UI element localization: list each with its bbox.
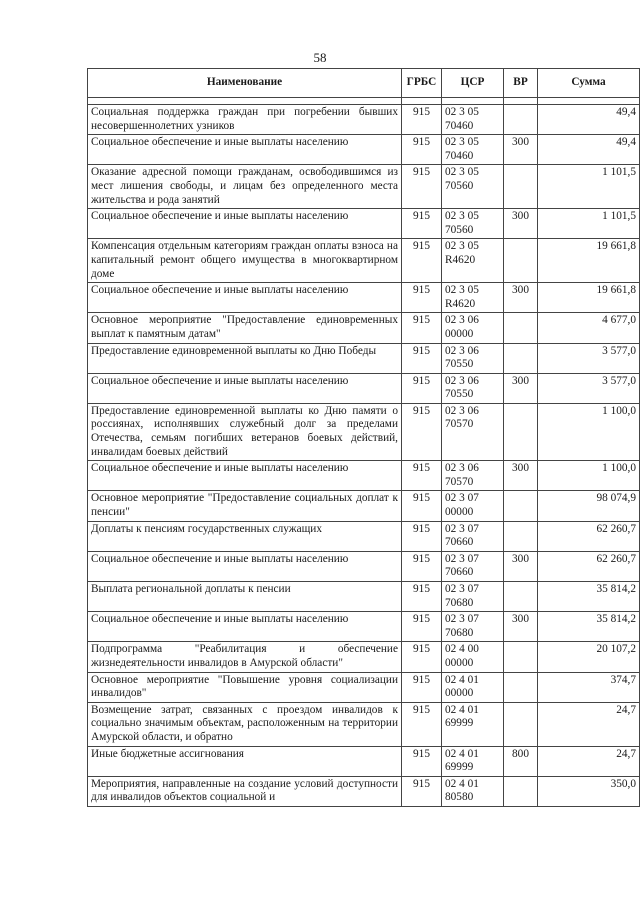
cell-name: Основное мероприятие "Предоставление единовременных выплат к памятным датам" bbox=[88, 313, 402, 343]
cell-sum: 35 814,2 bbox=[538, 612, 640, 642]
header-vr: ВР bbox=[504, 69, 538, 98]
cell-vr bbox=[504, 239, 538, 283]
cell-grbs: 915 bbox=[402, 746, 442, 776]
cell-grbs: 915 bbox=[402, 461, 442, 491]
cell-name: Доплаты к пенсиям государственных служащих bbox=[88, 521, 402, 551]
cell-name: Предоставление единовременной выплаты ко Дню памяти о россиянах, исполнявших служебный долг за пределами Отечества, семьям погибших ветеранов боевых действий, инвалидам боевых действий bbox=[88, 403, 402, 460]
header-name: Наименование bbox=[88, 69, 402, 98]
table-row bbox=[88, 746, 640, 776]
cell-name: Социальное обеспечение и иные выплаты населению bbox=[88, 461, 402, 491]
cell-grbs: 915 bbox=[402, 313, 442, 343]
table-row bbox=[88, 491, 640, 521]
table-row bbox=[88, 343, 640, 373]
cell-csr: 02 3 05 R4620 bbox=[442, 239, 504, 283]
cell-vr: 300 bbox=[504, 135, 538, 165]
cell-name: Социальное обеспечение и иные выплаты населению bbox=[88, 283, 402, 313]
table-row bbox=[88, 313, 640, 343]
table-row bbox=[88, 776, 640, 806]
header-csr: ЦСР bbox=[442, 69, 504, 98]
cell-vr: 300 bbox=[504, 461, 538, 491]
cell-name: Мероприятия, направленные на создание условий доступности для инвалидов объектов социальной и bbox=[88, 776, 402, 806]
spacer-cell bbox=[442, 98, 504, 105]
cell-name: Социальное обеспечение и иные выплаты населению bbox=[88, 551, 402, 581]
cell-csr: 02 4 01 00000 bbox=[442, 672, 504, 702]
cell-grbs: 915 bbox=[402, 283, 442, 313]
table-header-row bbox=[88, 69, 640, 98]
cell-grbs: 915 bbox=[402, 642, 442, 672]
table-row bbox=[88, 283, 640, 313]
cell-csr: 02 3 05 70460 bbox=[442, 105, 504, 135]
cell-csr: 02 4 01 69999 bbox=[442, 702, 504, 746]
cell-name: Социальное обеспечение и иные выплаты населению bbox=[88, 209, 402, 239]
cell-csr: 02 3 06 70550 bbox=[442, 343, 504, 373]
cell-name: Предоставление единовременной выплаты ко Дню Победы bbox=[88, 343, 402, 373]
spacer-cell bbox=[504, 98, 538, 105]
cell-vr bbox=[504, 403, 538, 460]
cell-name: Компенсация отдельным категориям граждан оплаты взноса на капитальный ремонт общего имущества в многоквартирном доме bbox=[88, 239, 402, 283]
cell-sum: 20 107,2 bbox=[538, 642, 640, 672]
cell-name: Основное мероприятие "Предоставление социальных доплат к пенсии" bbox=[88, 491, 402, 521]
cell-sum: 1 100,0 bbox=[538, 403, 640, 460]
cell-sum: 3 577,0 bbox=[538, 343, 640, 373]
cell-csr: 02 3 05 70460 bbox=[442, 135, 504, 165]
cell-sum: 4 677,0 bbox=[538, 313, 640, 343]
cell-csr: 02 3 06 70570 bbox=[442, 461, 504, 491]
cell-vr: 300 bbox=[504, 551, 538, 581]
cell-sum: 62 260,7 bbox=[538, 521, 640, 551]
cell-csr: 02 3 06 00000 bbox=[442, 313, 504, 343]
table-row bbox=[88, 582, 640, 612]
cell-grbs: 915 bbox=[402, 105, 442, 135]
table-body bbox=[88, 105, 640, 807]
cell-sum: 1 101,5 bbox=[538, 165, 640, 209]
cell-vr bbox=[504, 313, 538, 343]
cell-vr bbox=[504, 776, 538, 806]
cell-csr: 02 4 01 69999 bbox=[442, 746, 504, 776]
cell-grbs: 915 bbox=[402, 702, 442, 746]
cell-sum: 1 100,0 bbox=[538, 461, 640, 491]
cell-csr: 02 3 05 70560 bbox=[442, 209, 504, 239]
cell-name: Оказание адресной помощи гражданам, освободившимся из мест лишения свободы, и лицам без определенного места жительства и рода занятий bbox=[88, 165, 402, 209]
cell-grbs: 915 bbox=[402, 491, 442, 521]
table-row bbox=[88, 135, 640, 165]
cell-vr bbox=[504, 521, 538, 551]
cell-vr bbox=[504, 702, 538, 746]
cell-grbs: 915 bbox=[402, 135, 442, 165]
table-row bbox=[88, 105, 640, 135]
cell-vr bbox=[504, 582, 538, 612]
cell-sum: 49,4 bbox=[538, 105, 640, 135]
cell-vr: 800 bbox=[504, 746, 538, 776]
cell-vr bbox=[504, 642, 538, 672]
cell-name: Подпрограмма "Реабилитация и обеспечение жизнедеятельности инвалидов в Амурской области" bbox=[88, 642, 402, 672]
cell-name: Социальное обеспечение и иные выплаты населению bbox=[88, 373, 402, 403]
cell-grbs: 915 bbox=[402, 165, 442, 209]
cell-name: Иные бюджетные ассигнования bbox=[88, 746, 402, 776]
cell-csr: 02 3 07 00000 bbox=[442, 491, 504, 521]
table-row bbox=[88, 461, 640, 491]
cell-grbs: 915 bbox=[402, 672, 442, 702]
table-row bbox=[88, 521, 640, 551]
header-sum: Сумма bbox=[538, 69, 640, 98]
cell-sum: 24,7 bbox=[538, 746, 640, 776]
cell-csr: 02 3 05 R4620 bbox=[442, 283, 504, 313]
cell-sum: 24,7 bbox=[538, 702, 640, 746]
cell-grbs: 915 bbox=[402, 776, 442, 806]
cell-vr: 300 bbox=[504, 612, 538, 642]
cell-grbs: 915 bbox=[402, 551, 442, 581]
table-row bbox=[88, 702, 640, 746]
table-row bbox=[88, 165, 640, 209]
cell-csr: 02 4 01 80580 bbox=[442, 776, 504, 806]
cell-grbs: 915 bbox=[402, 239, 442, 283]
cell-sum: 3 577,0 bbox=[538, 373, 640, 403]
header-grbs: ГРБС bbox=[402, 69, 442, 98]
cell-vr: 300 bbox=[504, 283, 538, 313]
table-row bbox=[88, 239, 640, 283]
cell-grbs: 915 bbox=[402, 209, 442, 239]
cell-sum: 19 661,8 bbox=[538, 239, 640, 283]
cell-csr: 02 3 07 70680 bbox=[442, 612, 504, 642]
cell-name: Социальное обеспечение и иные выплаты населению bbox=[88, 135, 402, 165]
cell-sum: 98 074,9 bbox=[538, 491, 640, 521]
cell-vr bbox=[504, 165, 538, 209]
cell-name: Выплата региональной доплаты к пенсии bbox=[88, 582, 402, 612]
cell-csr: 02 3 06 70570 bbox=[442, 403, 504, 460]
table-row bbox=[88, 642, 640, 672]
cell-grbs: 915 bbox=[402, 521, 442, 551]
cell-name: Социальное обеспечение и иные выплаты населению bbox=[88, 612, 402, 642]
cell-grbs: 915 bbox=[402, 343, 442, 373]
table-row bbox=[88, 209, 640, 239]
cell-grbs: 915 bbox=[402, 373, 442, 403]
cell-vr bbox=[504, 491, 538, 521]
cell-name: Возмещение затрат, связанных с проездом инвалидов к социально значимым объектам, расположенным на территории Амурской области, и обратно bbox=[88, 702, 402, 746]
table-row bbox=[88, 403, 640, 460]
cell-sum: 62 260,7 bbox=[538, 551, 640, 581]
cell-csr: 02 3 07 70660 bbox=[442, 521, 504, 551]
budget-table bbox=[87, 68, 640, 807]
cell-vr: 300 bbox=[504, 209, 538, 239]
table-row bbox=[88, 551, 640, 581]
table-row bbox=[88, 672, 640, 702]
cell-sum: 49,4 bbox=[538, 135, 640, 165]
cell-name: Социальная поддержка граждан при погребении бывших несовершеннолетних узников bbox=[88, 105, 402, 135]
cell-sum: 35 814,2 bbox=[538, 582, 640, 612]
cell-csr: 02 3 07 70680 bbox=[442, 582, 504, 612]
cell-vr bbox=[504, 105, 538, 135]
spacer-cell bbox=[88, 98, 402, 105]
cell-grbs: 915 bbox=[402, 403, 442, 460]
cell-csr: 02 3 07 70660 bbox=[442, 551, 504, 581]
table-row bbox=[88, 612, 640, 642]
cell-vr bbox=[504, 343, 538, 373]
cell-csr: 02 3 06 70550 bbox=[442, 373, 504, 403]
cell-vr bbox=[504, 672, 538, 702]
cell-sum: 19 661,8 bbox=[538, 283, 640, 313]
table-row bbox=[88, 373, 640, 403]
cell-csr: 02 3 05 70560 bbox=[442, 165, 504, 209]
cell-sum: 374,7 bbox=[538, 672, 640, 702]
cell-grbs: 915 bbox=[402, 612, 442, 642]
spacer-cell bbox=[538, 98, 640, 105]
cell-grbs: 915 bbox=[402, 582, 442, 612]
cell-sum: 1 101,5 bbox=[538, 209, 640, 239]
cell-sum: 350,0 bbox=[538, 776, 640, 806]
table-spacer-row bbox=[88, 98, 640, 105]
cell-csr: 02 4 00 00000 bbox=[442, 642, 504, 672]
page-number: 58 bbox=[313, 50, 327, 65]
spacer-cell bbox=[402, 98, 442, 105]
cell-vr: 300 bbox=[504, 373, 538, 403]
cell-name: Основное мероприятие "Повышение уровня социализации инвалидов" bbox=[88, 672, 402, 702]
